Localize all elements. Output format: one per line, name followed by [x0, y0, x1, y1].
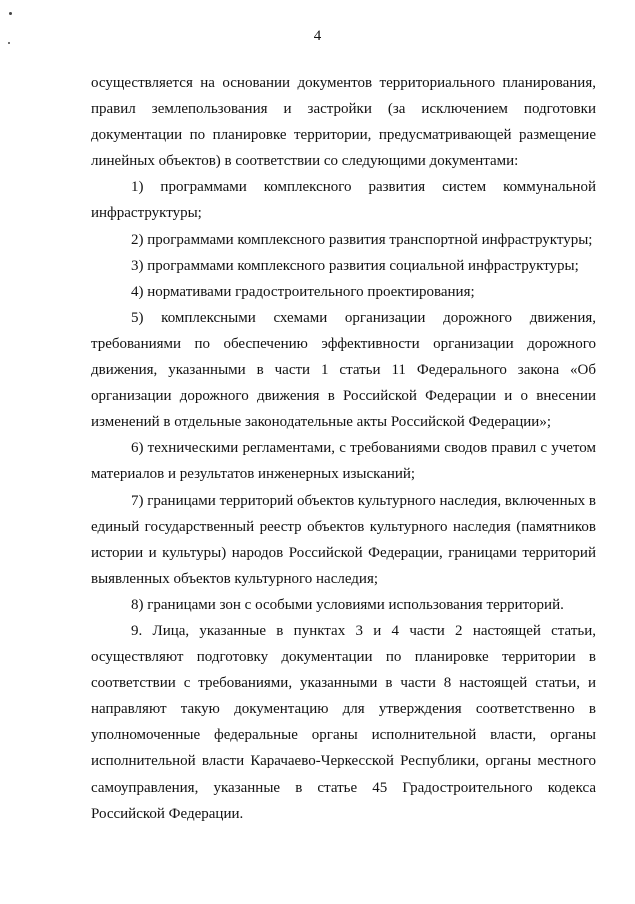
scan-artifact-dot	[9, 12, 12, 15]
paragraph-9: 9. Лица, указанные в пунктах 3 и 4 части 2 настоящей статьи, осуществляют подготовку документации по планировке территории в соответствии с требованиями, указанными в части 8 настоящей статьи, и направляют такую документацию для утверждения соответственно в уполномоченные федеральные органы исполнительной власти, органы исполнительной власти Карачаево-Черкесской Республики, органы местного самоуправления, указанные в статье 45 Градостроительного кодекса Российской Федерации.	[91, 622, 596, 822]
list-item-8: 8) границами зон с особыми условиями использования территорий.	[131, 596, 564, 613]
list-item-6: 6) техническими регламентами, с требованиями сводов правил с учетом материалов и результатов инженерных изысканий;	[91, 440, 596, 483]
list-item-7: 7) границами территорий объектов культурного наследия, включенных в единый государственный реестр объектов культурного наследия (памятников истории и культуры) народов Российской Федерации, границами территорий выявленных объектов культурного наследия;	[91, 492, 597, 587]
list-item-1: 1) программами комплексного развития систем коммунальной инфраструктуры;	[91, 179, 596, 222]
paragraph-continuation: осуществляется на основании документов территориального планирования, правил землепользования и застройки (за исключением подготовки документации по планировке территории, предусматривающей размещение линейных объектов) в соответствии со следующими документами:	[91, 75, 596, 170]
document-body	[91, 70, 596, 827]
list-item-2: 2) программами комплексного развития транспортной инфраструктуры;	[131, 231, 593, 248]
page-number: 4	[313, 28, 322, 44]
list-item-5: 5) комплексными схемами организации дорожного движения, требованиями по обеспечению эффективности организации дорожного движения, указанными в части 1 статьи 11 Федерального закона «Об организации дорожного движения в Российской Федерации и о внесении изменений в отдельные законодательные акты Российской Федерации»;	[91, 309, 596, 431]
list-item-3: 3) программами комплексного развития социальной инфраструктуры;	[131, 257, 579, 274]
list-item-4: 4) нормативами градостроительного проектирования;	[131, 283, 475, 300]
